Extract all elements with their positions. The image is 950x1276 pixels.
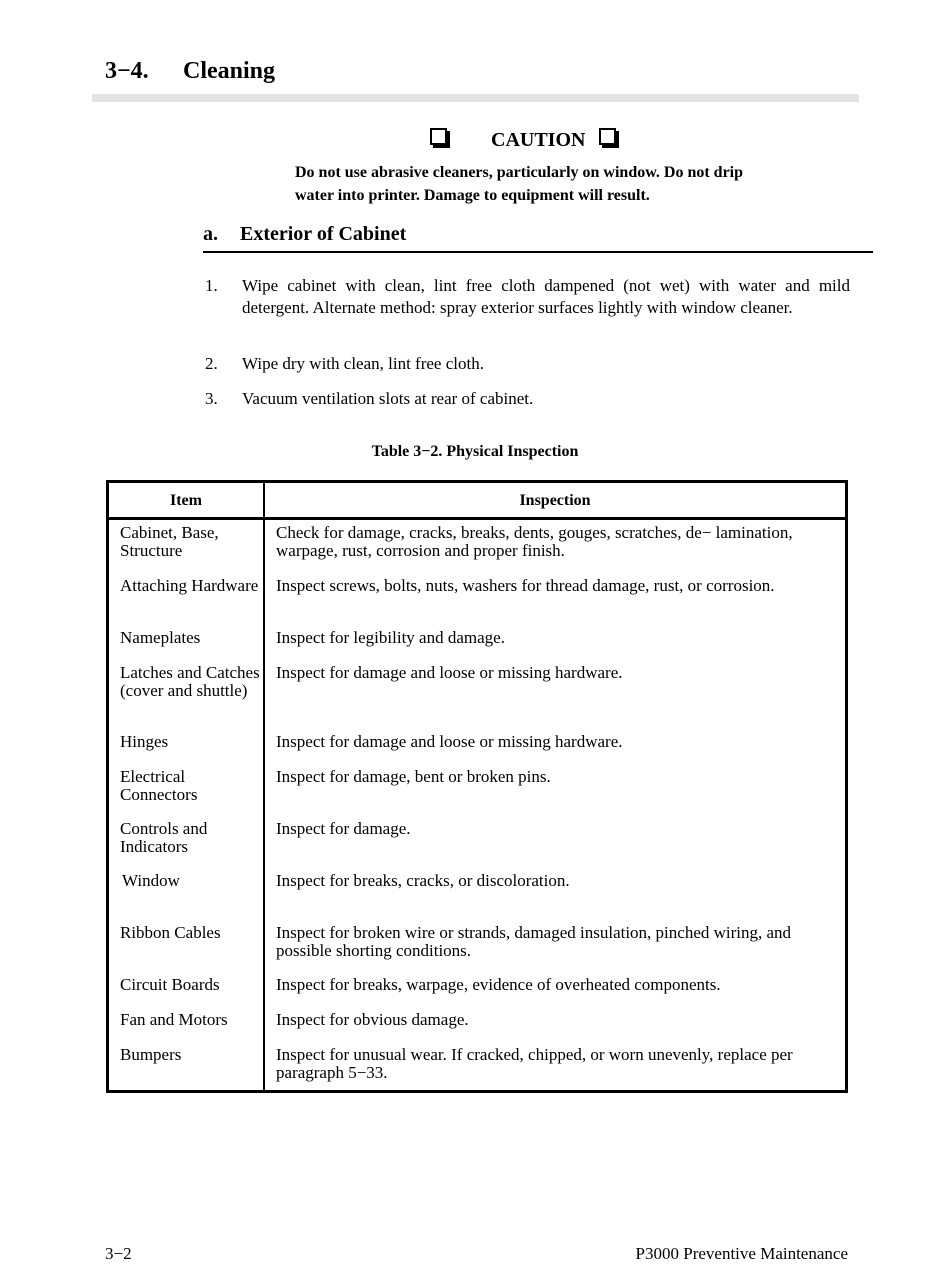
step-item — [205, 353, 850, 375]
inspection-table — [106, 480, 848, 1093]
heading-bar — [92, 94, 859, 102]
cell-item: Hinges — [120, 732, 169, 751]
cell-inspection: Inspect screws, bolts, nuts, washers for thread damage, rust, or corrosion. — [276, 576, 775, 595]
cell-inspection: Inspect for unusual wear. If cracked, chipped, or worn unevenly, replace per paragraph 5−33. — [276, 1045, 793, 1082]
subsection-rule — [203, 251, 873, 253]
step-text: Wipe cabinet with clean, lint free cloth dampened (not wet) with water and mild detergent. Alternate method: spray exterior surfaces lightly with window cleaner. — [242, 276, 850, 317]
cell-inspection: Inspect for damage and loose or missing hardware. — [276, 663, 623, 682]
cell-inspection: Inspect for breaks, cracks, or discoloration. — [276, 871, 570, 890]
column-header-inspection: Inspection — [519, 492, 591, 509]
header-rule — [109, 517, 845, 520]
section-title: Cleaning — [183, 58, 276, 84]
column-header-item: Item — [170, 492, 202, 509]
caution-text: Do not use abrasive cleaners, particularly on window. Do not drip water into printer. Damage to equipment will result. — [295, 164, 744, 204]
step-number: 3. — [205, 389, 218, 408]
step-number: 2. — [205, 354, 218, 373]
cell-item: Circuit Boards — [120, 975, 220, 994]
cell-inspection: Inspect for broken wire or strands, damaged insulation, pinched wiring, and possible shorting conditions. — [276, 923, 792, 960]
cell-item: Bumpers — [120, 1045, 182, 1064]
cell-item: Attaching Hardware — [120, 576, 259, 595]
cell-item: Nameplates — [120, 628, 201, 647]
cell-inspection: Check for damage, cracks, breaks, dents, gouges, scratches, de− lamination, warpage, rust, corrosion and proper finish. — [276, 523, 793, 560]
checkbox-icon — [430, 128, 447, 145]
cell-item: Controls and Indicators — [120, 819, 208, 856]
subsection-heading — [203, 223, 406, 246]
cell-inspection: Inspect for obvious damage. — [276, 1010, 469, 1029]
step-text: Wipe dry with clean, lint free cloth. — [242, 354, 484, 373]
cell-item: Ribbon Cables — [120, 923, 221, 942]
cell-inspection: Inspect for legibility and damage. — [276, 628, 505, 647]
caution-title — [430, 128, 616, 152]
step-item — [205, 275, 850, 318]
cell-item: Cabinet, Base, Structure — [120, 523, 219, 560]
table-caption: Table 3−2. Physical Inspection — [371, 443, 579, 460]
step-item — [205, 388, 850, 410]
step-number: 1. — [205, 276, 218, 295]
document-title: P3000 Preventive Maintenance — [635, 1244, 848, 1263]
cell-inspection: Inspect for damage, bent or broken pins. — [276, 767, 551, 786]
cell-item: Electrical Connectors — [120, 767, 198, 804]
column-divider — [263, 483, 265, 1090]
cell-inspection: Inspect for damage. — [276, 819, 411, 838]
cell-inspection: Inspect for damage and loose or missing hardware. — [276, 732, 623, 751]
step-text: Vacuum ventilation slots at rear of cabinet. — [242, 389, 534, 408]
cell-item: Window — [122, 871, 180, 890]
cell-inspection: Inspect for breaks, warpage, evidence of overheated components. — [276, 975, 721, 994]
cell-item: Latches and Catches (cover and shuttle) — [120, 663, 260, 700]
section-number: 3−4. — [105, 58, 149, 84]
subsection-title: Exterior of Cabinet — [240, 223, 407, 245]
section-heading — [105, 58, 275, 85]
checkbox-icon — [599, 128, 616, 145]
page-number: 3−2 — [105, 1244, 132, 1263]
cell-item: Fan and Motors — [120, 1010, 228, 1029]
subsection-letter: a. — [203, 223, 218, 245]
caution-label: CAUTION — [491, 129, 586, 151]
